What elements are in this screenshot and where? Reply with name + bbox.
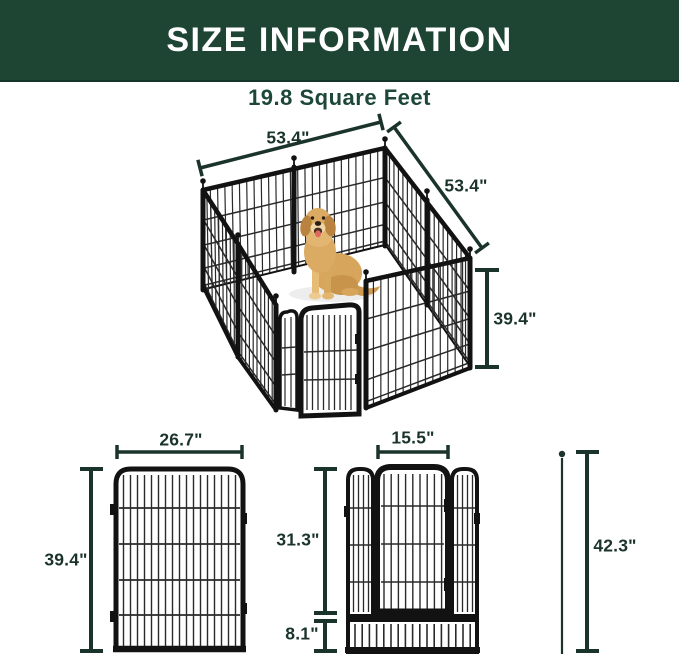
dimension-label-pen-depth: 53.4" [444,175,488,196]
dimension-label-pen-height: 39.4" [493,308,537,329]
dimension-label-pen-width: 53.4" [266,127,310,148]
page-title: SIZE INFORMATION [166,20,513,59]
dimension-label-bottom-height: 8.1" [285,623,319,644]
door-panel-diagram [344,467,480,652]
dimension-label-door-width: 15.5" [391,427,435,448]
panel-front-diagram [110,469,247,652]
area-label: 19.8 Square Feet [248,85,431,110]
dimension-label-door-height: 31.3" [276,529,320,550]
dimension-label-panel-height: 39.4" [44,549,88,570]
dimension-label-panel-width: 26.7" [159,429,203,450]
dimension-label-total-height: 42.3" [593,535,637,556]
